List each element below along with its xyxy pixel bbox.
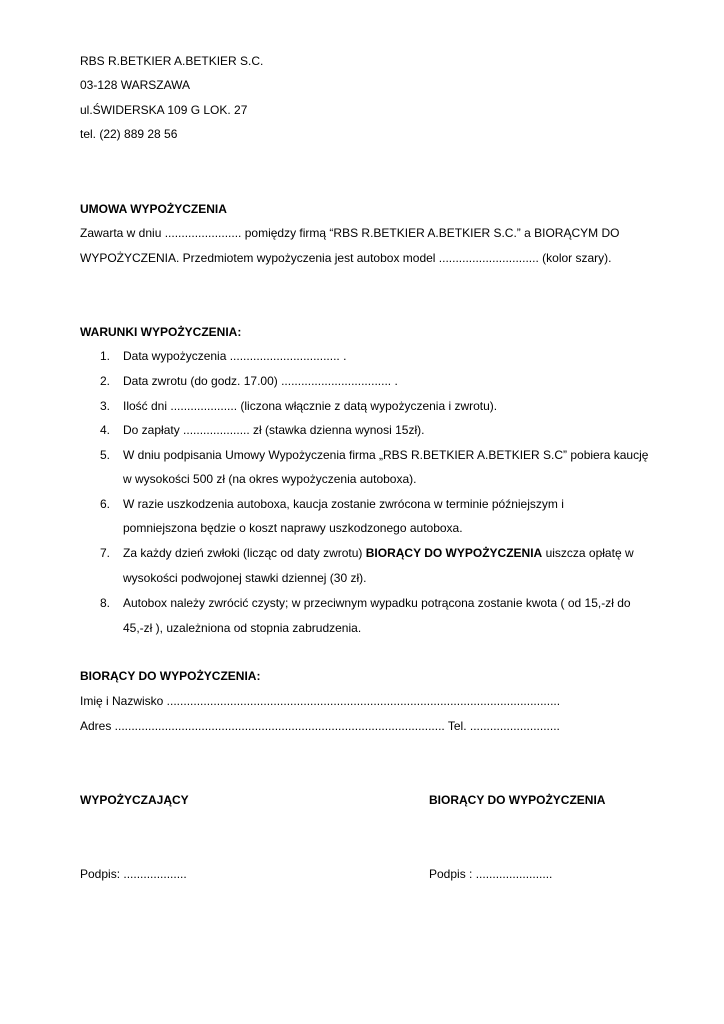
term-7-text-bold: BIORĄCY DO WYPOŻYCZENIA — [365, 546, 543, 560]
term-8-number: 8. — [100, 596, 111, 610]
company-phone: tel. (22) 889 28 56 — [80, 127, 178, 141]
borrower-address-line: Adres ................................................................................................... Tel. ........................... — [80, 719, 560, 733]
term-6-number: 6. — [100, 497, 111, 511]
term-3-number: 3. — [100, 399, 111, 413]
term-4-number: 4. — [100, 423, 111, 437]
term-5-text-line-2: w wysokości 500 zł (na okres wypożyczenia autoboxa). — [123, 472, 417, 486]
term-5-text-line-1: W dniu podpisania Umowy Wypożyczenia firma „RBS R.BETKIER A.BETKIER S.C” pobiera kaucję — [123, 448, 649, 462]
borrower-signature-line: Podpis : ....................... — [429, 867, 553, 881]
terms-title: WARUNKI WYPOŻYCZENIA: — [80, 325, 242, 339]
contract-line-2: WYPOŻYCZENIA. Przedmiotem wypożyczenia jest autobox model .............................. (kolor szary). — [80, 251, 612, 265]
term-2-number: 2. — [100, 374, 111, 388]
company-street: ul.ŚWIDERSKA 109 G LOK. 27 — [80, 103, 248, 117]
borrower-name-line: Imię i Nazwisko ...................................................................................................................... — [80, 694, 561, 708]
term-1-number: 1. — [100, 349, 111, 363]
term-8-text-line-2: 45,-zł ), uzależniona od stopnia zabrudzenia. — [123, 621, 362, 635]
term-7-text-post: uiszcza opłatę w — [542, 546, 634, 560]
lender-signature-title: WYPOŻYCZAJĄCY — [80, 793, 189, 807]
term-7-text-line-2: wysokości podwojonej stawki dziennej (30 zł). — [123, 571, 367, 585]
company-name: RBS R.BETKIER A.BETKIER S.C. — [80, 54, 264, 68]
contract-line-1: Zawarta w dniu ....................... pomiędzy firmą “RBS R.BETKIER A.BETKIER S.C.” a BIORĄCYM DO — [80, 226, 620, 240]
term-7-number: 7. — [100, 546, 111, 560]
term-1-text: Data wypożyczenia ................................. . — [123, 349, 347, 363]
company-city: 03-128 WARSZAWA — [80, 78, 191, 92]
borrower-signature-title: BIORĄCY DO WYPOŻYCZENIA — [429, 793, 606, 807]
term-7-text-pre: Za każdy dzień zwłoki (licząc od daty zwrotu) — [123, 546, 366, 560]
term-4-text: Do zapłaty .................... zł (stawka dzienna wynosi 15zł). — [123, 423, 425, 437]
term-8-text-line-1: Autobox należy zwrócić czysty; w przeciwnym wypadku potrącona zostanie kwota ( od 15,-zł do — [123, 596, 631, 610]
term-7-text-line-1 — [123, 545, 634, 561]
term-2-text: Data zwrotu (do godz. 17.00) ................................. . — [123, 374, 398, 388]
term-6-text-line-1: W razie uszkodzenia autoboxa, kaucja zostanie zwrócona w terminie późniejszym i — [123, 497, 564, 511]
term-6-text-line-2: pomniejszona będzie o koszt naprawy uszkodzonego autoboxa. — [123, 521, 463, 535]
term-5-number: 5. — [100, 448, 111, 462]
borrower-title: BIORĄCY DO WYPOŻYCZENIA: — [80, 669, 261, 683]
contract-title: UMOWA WYPOŻYCZENIA — [80, 202, 227, 216]
term-3-text: Ilość dni .................... (liczona włącznie z datą wypożyczenia i zwrotu). — [123, 399, 498, 413]
lender-signature-line: Podpis: ................... — [80, 867, 187, 881]
